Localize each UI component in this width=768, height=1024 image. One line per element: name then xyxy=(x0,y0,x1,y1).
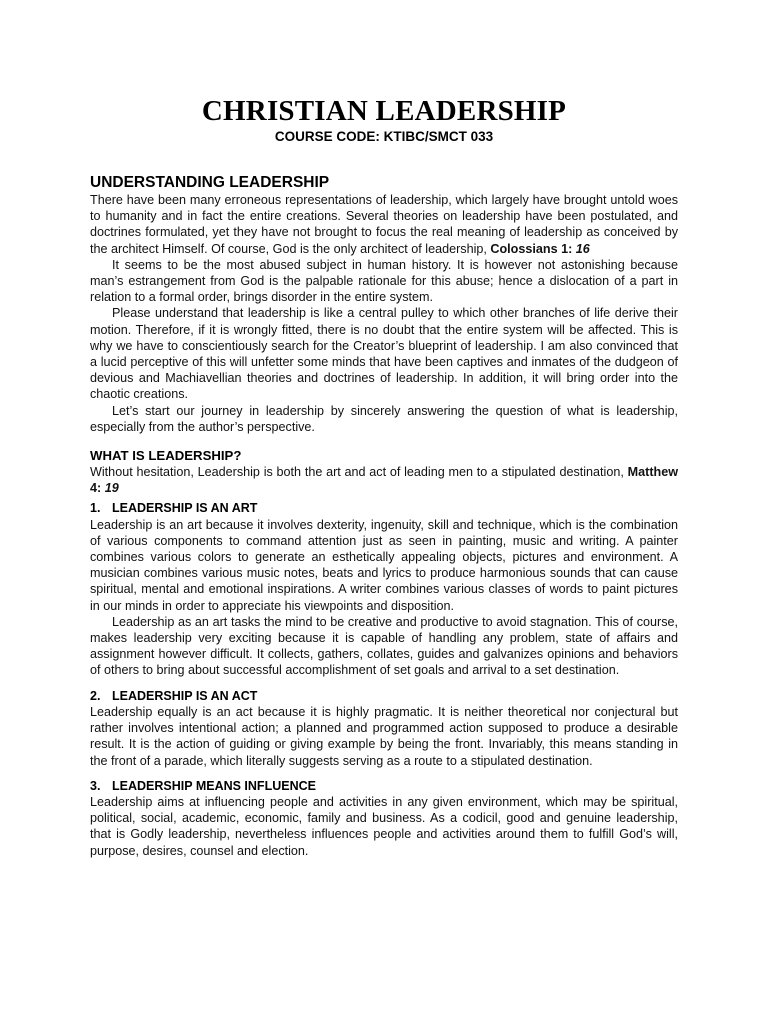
subheading-text: LEADERSHIP MEANS INFLUENCE xyxy=(112,778,316,793)
paragraph xyxy=(90,192,678,257)
paragraph: It seems to be the most abused subject in human history. It is however not astonishing because man’s estrangement from God is the palpable rationale for this abuse; hence a dislocation of a part in relation to a formal order, brings disorder in the entire system. xyxy=(90,257,678,305)
paragraph xyxy=(90,464,678,496)
paragraph: Leadership is an art because it involves dexterity, ingenuity, skill and technique, which is the combination of various components to command attention just as seen in painting, music and writing. A painter combines various colors to generate an esthetically appealing objects, pictures and environment. A musician combines various music notes, beats and lyrics to produce harmonious sounds that can cause spiritual, mental and emotional inspirations. A writer combines various classes of words to paint pictures in our minds in order to appreciate his viewpoints and disposition. xyxy=(90,517,678,613)
paragraph: Leadership as an art tasks the mind to be creative and productive to avoid stagnation. This of course, makes leadership very exciting because it is capable of handling any problem, state of affairs and assignment however difficult. It collects, gathers, collates, guides and galvanizes opinions and behaviors of others to bring about successful accomplishment of set goals and arrival to a set destination. xyxy=(90,614,678,678)
course-code: COURSE CODE: KTIBC/SMCT 033 xyxy=(274,129,494,144)
paragraph: Let’s start our journey in leadership by sincerely answering the question of what is leadership, especially from the author’s perspective. xyxy=(90,403,678,434)
subheading-act xyxy=(90,688,678,704)
scripture-reference xyxy=(490,242,589,256)
subheading-art xyxy=(90,500,678,516)
subheading-text: LEADERSHIP IS AN ART xyxy=(112,501,258,516)
subheading-influence xyxy=(90,778,678,794)
paragraph: Leadership equally is an act because it is highly pragmatic. It is neither theoretical nor conjectural but rather involves intentional action; a planned and programmed action supposed to produce a desirable result. It is the action of guiding or giving example by being the front. Invariably, this means standing in the front of a parade, which literally suggests serving as a route to a stipulated destination. xyxy=(90,704,678,768)
scripture-verse: 16 xyxy=(575,241,590,256)
subheading-number: 1. xyxy=(90,501,101,516)
paragraph: Please understand that leadership is like a central pulley to which other branches of life derive their motion. Therefore, if it is wrongly fitted, there is no doubt that the entire system will be affected. This is why we have to conscientiously search for the Creator’s blueprint of leadership. I am also convinced that a lucid perceptive of this will unfetter some minds that have been captives and inmates of the dudgeon of devious and Machiavellian theories and doctrines of leadership. In addition, it will bring order into the chaotic creations. xyxy=(90,306,678,402)
subheading-number: 2. xyxy=(90,688,101,703)
section-heading-what-is-leadership: WHAT IS LEADERSHIP? xyxy=(90,448,242,464)
scripture-book: Matthew 4: xyxy=(90,465,678,496)
paragraph-text: Without hesitation, Leadership is both the art and act of leading men to a stipulated destination, xyxy=(90,465,628,480)
document-title: CHRISTIAN LEADERSHIP xyxy=(201,95,567,127)
subheading-number: 3. xyxy=(90,778,101,793)
scripture-book: Colossians 1: xyxy=(490,241,576,256)
scripture-verse: 19 xyxy=(104,481,119,496)
section-heading-understanding: UNDERSTANDING LEADERSHIP xyxy=(90,174,330,191)
subheading-text: LEADERSHIP IS AN ACT xyxy=(112,688,258,703)
paragraph: Leadership aims at influencing people and activities in any given environment, which may be spiritual, political, social, academic, economic, family and business. As a codicil, good and genuine leadership, that is Godly leadership, nevertheless influences people and activities around them to fulfill God’s will, purpose, desires, counsel and election. xyxy=(90,794,678,858)
document-content xyxy=(90,93,678,859)
paragraph-text: There have been many erroneous representations of leadership, which largely have brought untold woes to humanity and in fact the entire creations. Several theories on leadership have been postulated, and doctrines formulated, yet they have not brought to focus the real meaning of leadership as conceived by the architect Himself. Of course, God is the only architect of leadership, xyxy=(90,193,678,256)
